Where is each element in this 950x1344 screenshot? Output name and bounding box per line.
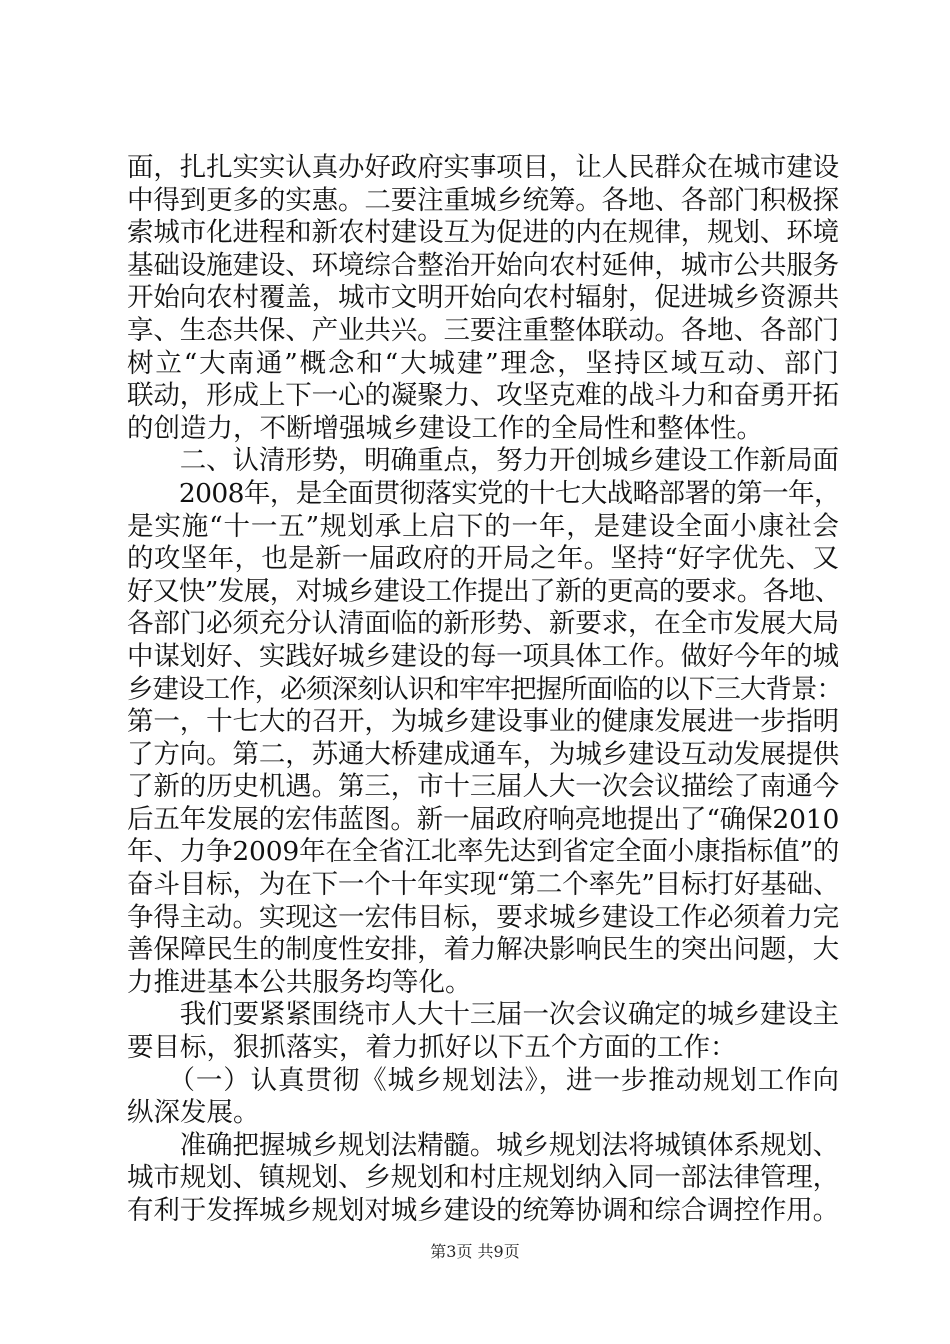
text-line: 2008年，是全面贯彻落实党的十七大战略部署的第一年， [127, 477, 840, 509]
text-line: 联动，形成上下一心的凝聚力、攻坚克难的战斗力和奋勇开拓 [127, 380, 839, 412]
body-text [127, 152, 842, 1228]
text-line: 城市规划、镇规划、乡规划和村庄规划纳入同一部法律管理， [127, 1162, 839, 1194]
subsection-heading: （一）认真贯彻《城乡规划法》，进一步推动规划工作向 [127, 1064, 839, 1096]
text-line: 乡建设工作，必须深刻认识和牢牢把握所面临的以下三大背景： [127, 673, 842, 705]
text-line: 是实施“十一五”规划承上启下的一年，是建设全面小康社会 [127, 510, 839, 542]
text-line: 争得主动。实现这一宏伟目标，要求城乡建设工作必须着力完 [127, 901, 839, 933]
text-line: 要目标，狠抓落实，着力抓好以下五个方面的工作： [127, 1032, 737, 1064]
text-line: 面，扎扎实实认真办好政府实事项目，让人民群众在城市建设 [127, 152, 839, 183]
text-line: 我们要紧紧围绕市人大十三届一次会议确定的城乡建设主 [127, 999, 839, 1031]
text-line: 各部门必须充分认清面临的新形势、新要求，在全市发展大局 [127, 608, 839, 640]
subsection-heading: 纵深发展。 [127, 1097, 260, 1129]
text-line: 了新的历史机遇。第三，市十三届人大一次会议描绘了南通今 [127, 771, 839, 803]
text-line: 树立“大南通”概念和“大城建”理念，坚持区域互动、部门 [127, 347, 839, 379]
text-line: 中谋划好、实践好城乡建设的每一项具体工作。做好今年的城 [127, 640, 839, 672]
text-line: 的攻坚年，也是新一届政府的开局之年。坚持“好字优先、又 [127, 543, 839, 575]
text-line: 第一，十七大的召开，为城乡建设事业的健康发展进一步指明 [127, 706, 839, 738]
text-line: 后五年发展的宏伟蓝图。新一届政府响亮地提出了“确保2010 [127, 803, 840, 835]
page-number-footer: 第3页 共9页 [430, 1242, 520, 1261]
text-line: 奋斗目标，为在下一个十年实现“第二个率先”目标打好基础、 [127, 869, 840, 901]
text-line: 了方向。第二，苏通大桥建成通车，为城乡建设互动发展提供 [127, 738, 839, 770]
text-line: 有利于发挥城乡规划对城乡建设的统筹协调和综合调控作用。 [127, 1195, 839, 1226]
text-line: 的创造力，不断增强城乡建设工作的全局性和整体性。 [127, 412, 763, 444]
text-line: 力推进基本公共服务均等化。 [127, 966, 472, 998]
text-line: 准确把握城乡规划法精髓。城乡规划法将城镇体系规划、 [127, 1129, 839, 1161]
text-line: 索城市化进程和新农村建设互为促进的内在规律，规划、环境 [127, 217, 839, 249]
text-line: 基础设施建设、环境综合整治开始向农村延伸，城市公共服务 [127, 249, 839, 281]
text-line: 年、力争2009年在全省江北率先达到省定全面小康指标值”的 [127, 836, 840, 868]
section-heading: 二、认清形势，明确重点，努力开创城乡建设工作新局面 [127, 445, 839, 477]
text-line: 中得到更多的实惠。二要注重城乡统筹。各地、各部门积极探 [127, 184, 839, 216]
text-line: 善保障民生的制度性安排，着力解决影响民生的突出问题，大 [127, 934, 839, 966]
text-line: 开始向农村覆盖，城市文明开始向农村辐射，促进城乡资源共 [127, 282, 839, 314]
text-line: 享、生态共保、产业共兴。三要注重整体联动。各地、各部门 [127, 314, 839, 346]
text-line: 好又快”发展，对城乡建设工作提出了新的更高的要求。各地、 [127, 575, 841, 607]
